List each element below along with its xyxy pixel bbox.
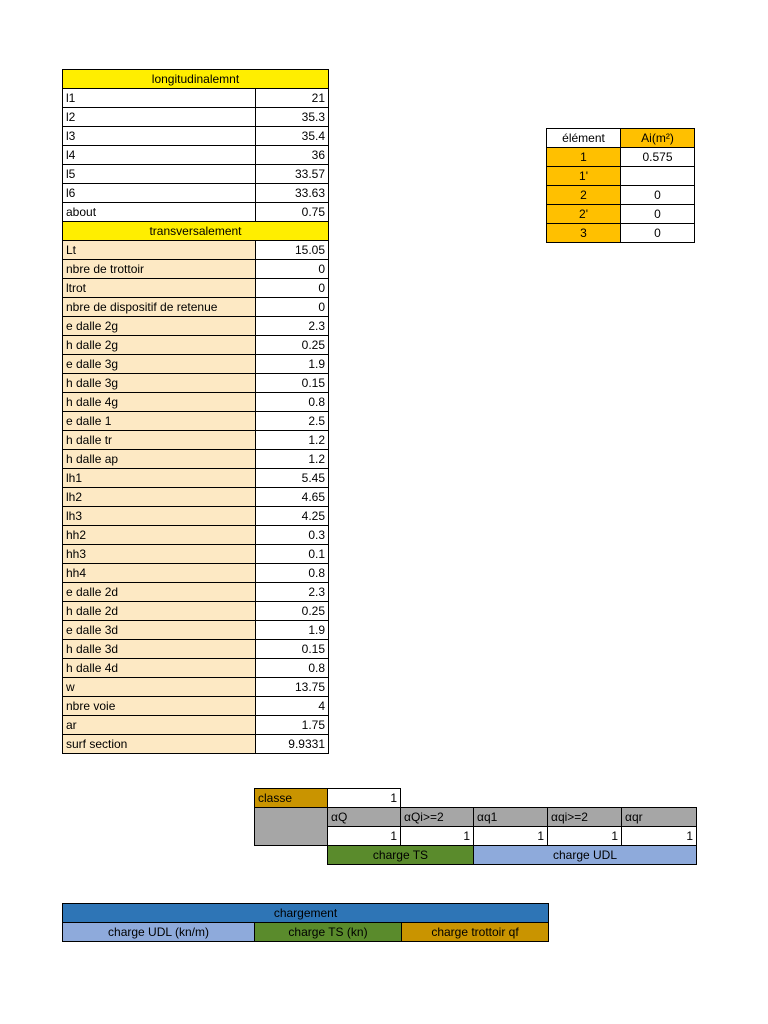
parameter-value: 0.15 (256, 374, 329, 393)
coef-header: αQ (328, 808, 401, 827)
parameter-label: hh4 (63, 564, 256, 583)
parameter-row (63, 716, 329, 735)
parameter-value: 13.75 (256, 678, 329, 697)
charge-trottoir-col: charge trottoir qf (402, 923, 549, 942)
parameter-label: l5 (63, 165, 256, 184)
parameter-row (63, 640, 329, 659)
element-table-body (547, 129, 695, 243)
parameter-value: 15.05 (256, 241, 329, 260)
element-id: 3 (547, 224, 621, 243)
parameter-row (63, 203, 329, 222)
parameter-value: 2.5 (256, 412, 329, 431)
parameter-row (63, 412, 329, 431)
parameter-value: 2.3 (256, 317, 329, 336)
parameter-row (63, 507, 329, 526)
parameter-value: 0.25 (256, 336, 329, 355)
parameter-label: l3 (63, 127, 256, 146)
parameter-row (63, 526, 329, 545)
parameter-row (63, 241, 329, 260)
parameter-row (63, 450, 329, 469)
parameter-row (63, 735, 329, 754)
coef-value: 1 (328, 827, 401, 846)
parameters-table-body (63, 70, 329, 754)
parameter-label: e dalle 2g (63, 317, 256, 336)
parameter-row (63, 469, 329, 488)
classe-gray-block (255, 808, 328, 846)
parameter-label: w (63, 678, 256, 697)
parameter-label: e dalle 1 (63, 412, 256, 431)
parameter-label: h dalle 3d (63, 640, 256, 659)
parameter-value: 4 (256, 697, 329, 716)
parameter-value: 0.8 (256, 393, 329, 412)
parameter-value: 0.75 (256, 203, 329, 222)
chargement-cols-row (63, 923, 549, 942)
parameter-label: lh1 (63, 469, 256, 488)
parameter-value: 0.8 (256, 659, 329, 678)
parameter-value: 4.65 (256, 488, 329, 507)
parameter-row (63, 488, 329, 507)
parameter-label: ltrot (63, 279, 256, 298)
parameter-row (63, 545, 329, 564)
element-area: 0 (621, 205, 695, 224)
parameter-value: 33.57 (256, 165, 329, 184)
parameter-label: h dalle 4d (63, 659, 256, 678)
transversal-header: transversalement (63, 222, 329, 241)
parameters-table (62, 69, 329, 754)
parameter-label: e dalle 3g (63, 355, 256, 374)
coef-header: αQi>=2 (401, 808, 474, 827)
parameter-value: 4.25 (256, 507, 329, 526)
parameter-label: h dalle 2g (63, 336, 256, 355)
parameter-label: nbre de trottoir (63, 260, 256, 279)
longitudinal-header-row (63, 70, 329, 89)
parameter-value: 36 (256, 146, 329, 165)
parameter-value: 1.75 (256, 716, 329, 735)
parameter-value: 1.2 (256, 450, 329, 469)
parameter-label: h dalle 4g (63, 393, 256, 412)
parameter-row (63, 336, 329, 355)
classe-row (255, 789, 697, 808)
parameter-value: 21 (256, 89, 329, 108)
element-id: 1 (547, 148, 621, 167)
coef-header: αqi>=2 (548, 808, 622, 827)
parameter-label: h dalle tr (63, 431, 256, 450)
parameter-value: 35.3 (256, 108, 329, 127)
element-area (621, 167, 695, 186)
parameter-value: 1.2 (256, 431, 329, 450)
parameter-value: 0.25 (256, 602, 329, 621)
classe-label: classe (255, 789, 328, 808)
parameter-label: l1 (63, 89, 256, 108)
longitudinal-header: longitudinalemnt (63, 70, 329, 89)
parameter-value: 0 (256, 279, 329, 298)
parameter-row (63, 583, 329, 602)
element-area: 0 (621, 186, 695, 205)
element-row (547, 186, 695, 205)
coef-header: αqr (622, 808, 697, 827)
parameter-row (63, 374, 329, 393)
parameter-row (63, 564, 329, 583)
element-id: 2 (547, 186, 621, 205)
parameter-label: lh3 (63, 507, 256, 526)
chargement-table (62, 903, 549, 942)
parameter-value: 0.3 (256, 526, 329, 545)
classe-value: 1 (328, 789, 401, 808)
parameter-value: 1.9 (256, 621, 329, 640)
parameter-value: 5.45 (256, 469, 329, 488)
parameter-row (63, 317, 329, 336)
coef-value: 1 (622, 827, 697, 846)
coef-value: 1 (474, 827, 548, 846)
parameter-label: h dalle 2d (63, 602, 256, 621)
parameter-row (63, 127, 329, 146)
coef-header: αq1 (474, 808, 548, 827)
parameter-value: 2.3 (256, 583, 329, 602)
parameter-row (63, 89, 329, 108)
charge-udl-group: charge UDL (474, 846, 697, 865)
coef-value: 1 (548, 827, 622, 846)
parameter-row (63, 146, 329, 165)
element-header-row (547, 129, 695, 148)
parameter-value: 0.1 (256, 545, 329, 564)
charge-ts-col: charge TS (kn) (255, 923, 402, 942)
coef-value: 1 (401, 827, 474, 846)
element-area: 0 (621, 224, 695, 243)
parameter-label: hh3 (63, 545, 256, 564)
parameter-row (63, 355, 329, 374)
parameter-row (63, 260, 329, 279)
charge-udl-col: charge UDL (kn/m) (63, 923, 255, 942)
parameter-label: h dalle ap (63, 450, 256, 469)
parameter-label: surf section (63, 735, 256, 754)
parameter-value: 33.63 (256, 184, 329, 203)
chargement-title-row (63, 904, 549, 923)
charge-group-row (255, 846, 697, 865)
parameter-label: l4 (63, 146, 256, 165)
parameter-value: 0.8 (256, 564, 329, 583)
parameter-label: h dalle 3g (63, 374, 256, 393)
parameter-label: nbre voie (63, 697, 256, 716)
ai-header: Ai(m²) (621, 129, 695, 148)
element-area: 0.575 (621, 148, 695, 167)
parameter-row (63, 621, 329, 640)
parameter-row (63, 431, 329, 450)
parameter-value: 0 (256, 298, 329, 317)
transversal-header-row (63, 222, 329, 241)
parameter-value: 0.15 (256, 640, 329, 659)
parameter-label: about (63, 203, 256, 222)
element-header: élément (547, 129, 621, 148)
chargement-title: chargement (63, 904, 549, 923)
parameter-label: l6 (63, 184, 256, 203)
classe-table (254, 788, 697, 865)
coefficient-header-row (255, 808, 697, 827)
parameter-row (63, 298, 329, 317)
parameter-row (63, 393, 329, 412)
parameter-row (63, 697, 329, 716)
parameter-value: 35.4 (256, 127, 329, 146)
element-row (547, 148, 695, 167)
element-table (546, 128, 695, 243)
parameter-label: l2 (63, 108, 256, 127)
parameter-row (63, 108, 329, 127)
parameter-row (63, 659, 329, 678)
parameter-label: hh2 (63, 526, 256, 545)
parameter-label: ar (63, 716, 256, 735)
parameter-value: 1.9 (256, 355, 329, 374)
parameter-row (63, 165, 329, 184)
charge-ts-group: charge TS (328, 846, 474, 865)
parameter-label: lh2 (63, 488, 256, 507)
parameter-row (63, 184, 329, 203)
parameter-label: nbre de dispositif de retenue (63, 298, 256, 317)
parameter-label: e dalle 2d (63, 583, 256, 602)
parameter-label: Lt (63, 241, 256, 260)
element-row (547, 224, 695, 243)
element-id: 1' (547, 167, 621, 186)
element-row (547, 205, 695, 224)
element-id: 2' (547, 205, 621, 224)
element-row (547, 167, 695, 186)
parameter-row (63, 602, 329, 621)
parameter-row (63, 279, 329, 298)
parameter-label: e dalle 3d (63, 621, 256, 640)
parameter-row (63, 678, 329, 697)
parameter-value: 9.9331 (256, 735, 329, 754)
parameter-value: 0 (256, 260, 329, 279)
